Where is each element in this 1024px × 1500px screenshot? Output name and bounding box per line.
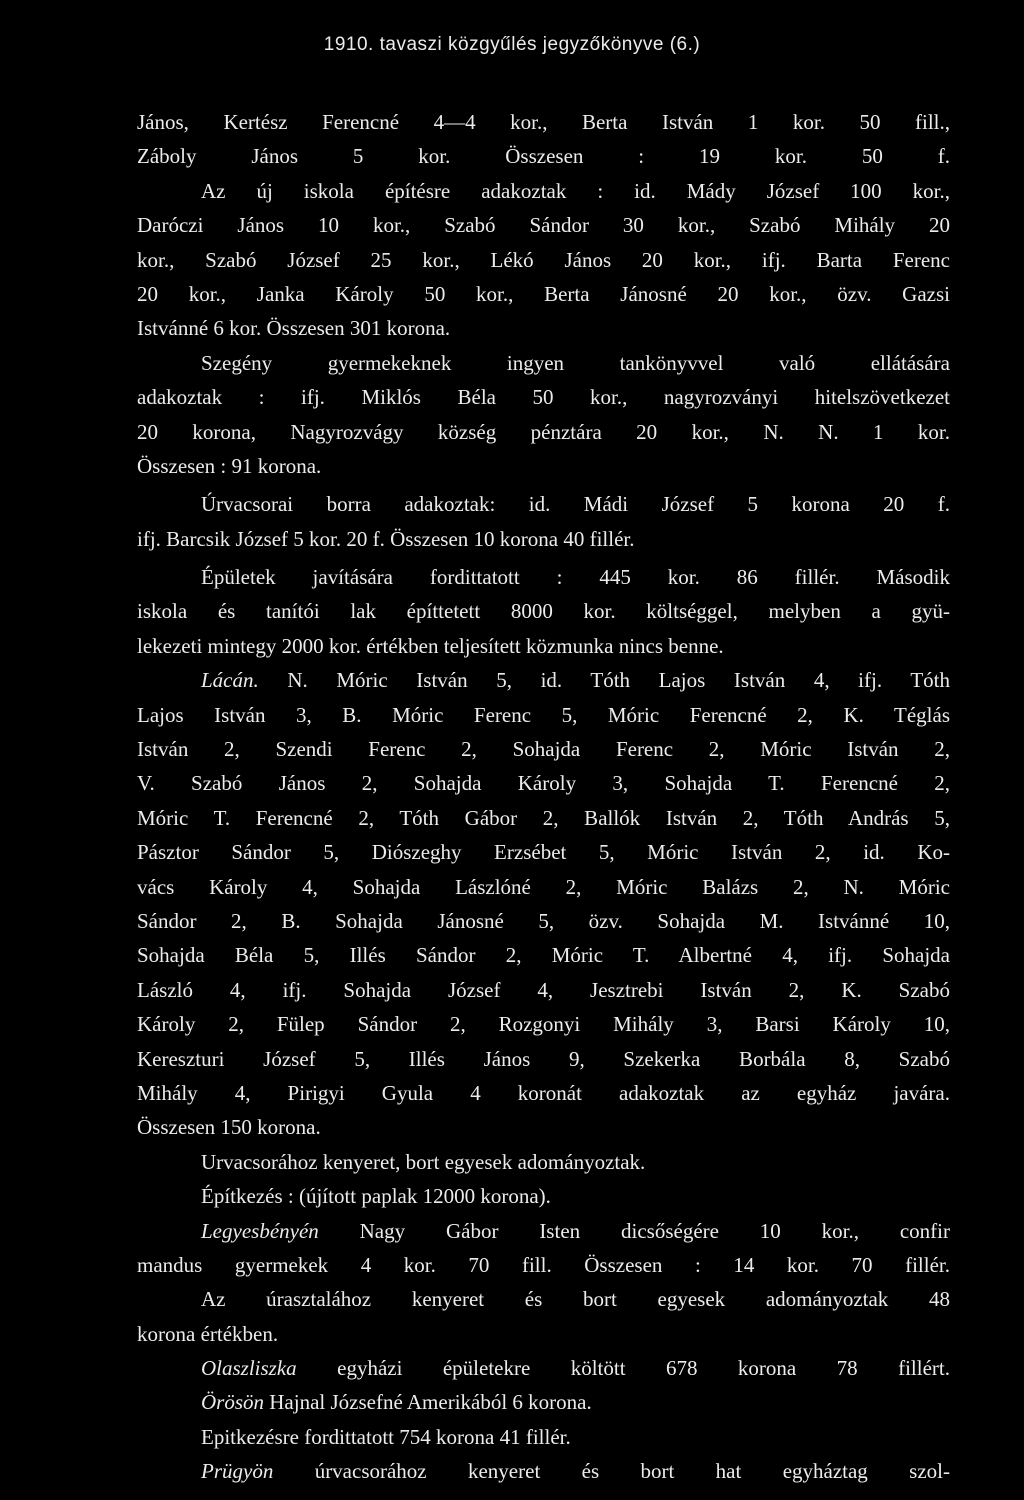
text-line: lekezeti mintegy 2000 kor. értékben teljesített közmunka nincs benne. bbox=[137, 633, 724, 658]
text-line: Építkezés : (újított paplak 12000 korona). bbox=[201, 1184, 551, 1209]
text-line: kor., Szabó József 25 kor., Lékó János 20 kor., ifj. Barta Ferenc bbox=[137, 247, 950, 272]
place-name: Örösön bbox=[201, 1390, 265, 1415]
text-line: ifj. Barcsik József 5 kor. 20 f. Összesen 10 korona 40 fillér. bbox=[137, 526, 635, 551]
text-line: V. Szabó János 2, Sohajda Károly 3, Sohajda T. Ferencné 2, bbox=[137, 771, 950, 796]
text-line: Móric T. Ferencné 2, Tóth Gábor 2, Ballók István 2, Tóth András 5, bbox=[137, 805, 950, 830]
text-line: Szegény gyermekeknek ingyen tankönyvvel való ellátására bbox=[201, 350, 950, 375]
text-line: Daróczi János 10 kor., Szabó Sándor 30 kor., Szabó Mihály 20 bbox=[137, 213, 950, 238]
text-line: Záboly János 5 kor. Összesen : 19 kor. 50 f. bbox=[137, 144, 950, 169]
text-line bbox=[137, 1351, 950, 1385]
text-line: Epitkezésre fordittatott 754 korona 41 fillér. bbox=[201, 1424, 571, 1449]
text-line: Összesen 150 korona. bbox=[137, 1115, 321, 1140]
text-line: 20 korona, Nagyrozvágy község pénztára 20 kor., N. N. 1 kor. bbox=[137, 419, 950, 444]
text-line: Sándor 2, B. Sohajda Jánosné 5, özv. Sohajda M. Istvánné 10, bbox=[137, 908, 950, 933]
text-line: László 4, ifj. Sohajda József 4, Jesztrebi István 2, K. Szabó bbox=[137, 977, 950, 1002]
text-line: Istvánné 6 kor. Összesen 301 korona. bbox=[137, 316, 451, 341]
text-line: Pásztor Sándor 5, Diószeghy Erzsébet 5, Móric István 2, id. Ko- bbox=[137, 840, 950, 865]
text-line: 20 kor., Janka Károly 50 kor., Berta Jánosné 20 kor., özv. Gazsi bbox=[137, 281, 950, 306]
text-span: N. Móric István 5, id. Tóth Lajos István 4, ifj. Tóth bbox=[258, 668, 950, 693]
text-line: István 2, Szendi Ferenc 2, Sohajda Ferenc 2, Móric István 2, bbox=[137, 737, 950, 762]
text-span: egyházi épületekre költött 678 korona 78 fillért. bbox=[296, 1356, 950, 1381]
page-header: 1910. tavaszi közgyűlés jegyzőkönyve (6.) bbox=[323, 34, 701, 55]
text-line bbox=[137, 1454, 950, 1488]
text-line: Károly 2, Fülep Sándor 2, Rozgonyi Mihály 3, Barsi Károly 10, bbox=[137, 1012, 950, 1037]
text-line: Úrvacsorai borra adakoztak: id. Mádi József 5 korona 20 f. bbox=[201, 492, 950, 517]
text-line: Összesen : 91 korona. bbox=[137, 453, 322, 478]
text-line: Az úrasztalához kenyeret és bort egyesek adományoztak 48 bbox=[201, 1287, 950, 1312]
place-name: Lácán. bbox=[201, 668, 259, 693]
text-line: Urvacsorához kenyeret, bort egyesek adományoztak. bbox=[201, 1149, 646, 1174]
text-line: Kereszturi József 5, Illés János 9, Szekerka Borbála 8, Szabó bbox=[137, 1046, 950, 1071]
place-name: Olaszliszka bbox=[201, 1356, 297, 1381]
text-line bbox=[137, 1385, 950, 1419]
text-line: Mihály 4, Pirigyi Gyula 4 koronát adakoztak az egyház javára. bbox=[137, 1080, 950, 1105]
text-line: Sohajda Béla 5, Illés Sándor 2, Móric T. Albertné 4, ifj. Sohajda bbox=[137, 943, 950, 968]
document-body bbox=[137, 105, 950, 1489]
text-span: Hajnal Józsefné Amerikából 6 korona. bbox=[264, 1390, 592, 1415]
text-line bbox=[137, 663, 950, 697]
text-span: Nagy Gábor Isten dicsőségére 10 kor., confir bbox=[318, 1218, 950, 1243]
text-line: iskola és tanítói lak építtetett 8000 kor. költséggel, melyben a gyü- bbox=[137, 599, 950, 624]
text-line: János, Kertész Ferencné 4—4 kor., Berta István 1 kor. 50 fill., bbox=[137, 110, 950, 134]
place-name: Prügyön bbox=[201, 1459, 274, 1484]
text-line: korona értékben. bbox=[137, 1321, 279, 1346]
place-name: Legyesbényén bbox=[201, 1218, 319, 1243]
text-line: Lajos István 3, B. Móric Ferenc 5, Móric Ferencné 2, K. Téglás bbox=[137, 702, 950, 727]
text-line: adakoztak : ifj. Miklós Béla 50 kor., nagyrozványi hitelszövetkezet bbox=[137, 385, 950, 410]
text-line: Épületek javítására fordittatott : 445 kor. 86 fillér. Második bbox=[201, 565, 950, 590]
text-span: úrvacsorához kenyeret és bort hat egyháztag szol- bbox=[273, 1459, 950, 1484]
text-line: Az új iskola építésre adakoztak : id. Mády József 100 kor., bbox=[201, 178, 950, 203]
text-line bbox=[137, 1214, 950, 1248]
text-line: vács Károly 4, Sohajda Lászlóné 2, Móric Balázs 2, N. Móric bbox=[137, 874, 950, 899]
text-line: mandus gyermekek 4 kor. 70 fill. Összesen : 14 kor. 70 fillér. bbox=[137, 1252, 950, 1277]
